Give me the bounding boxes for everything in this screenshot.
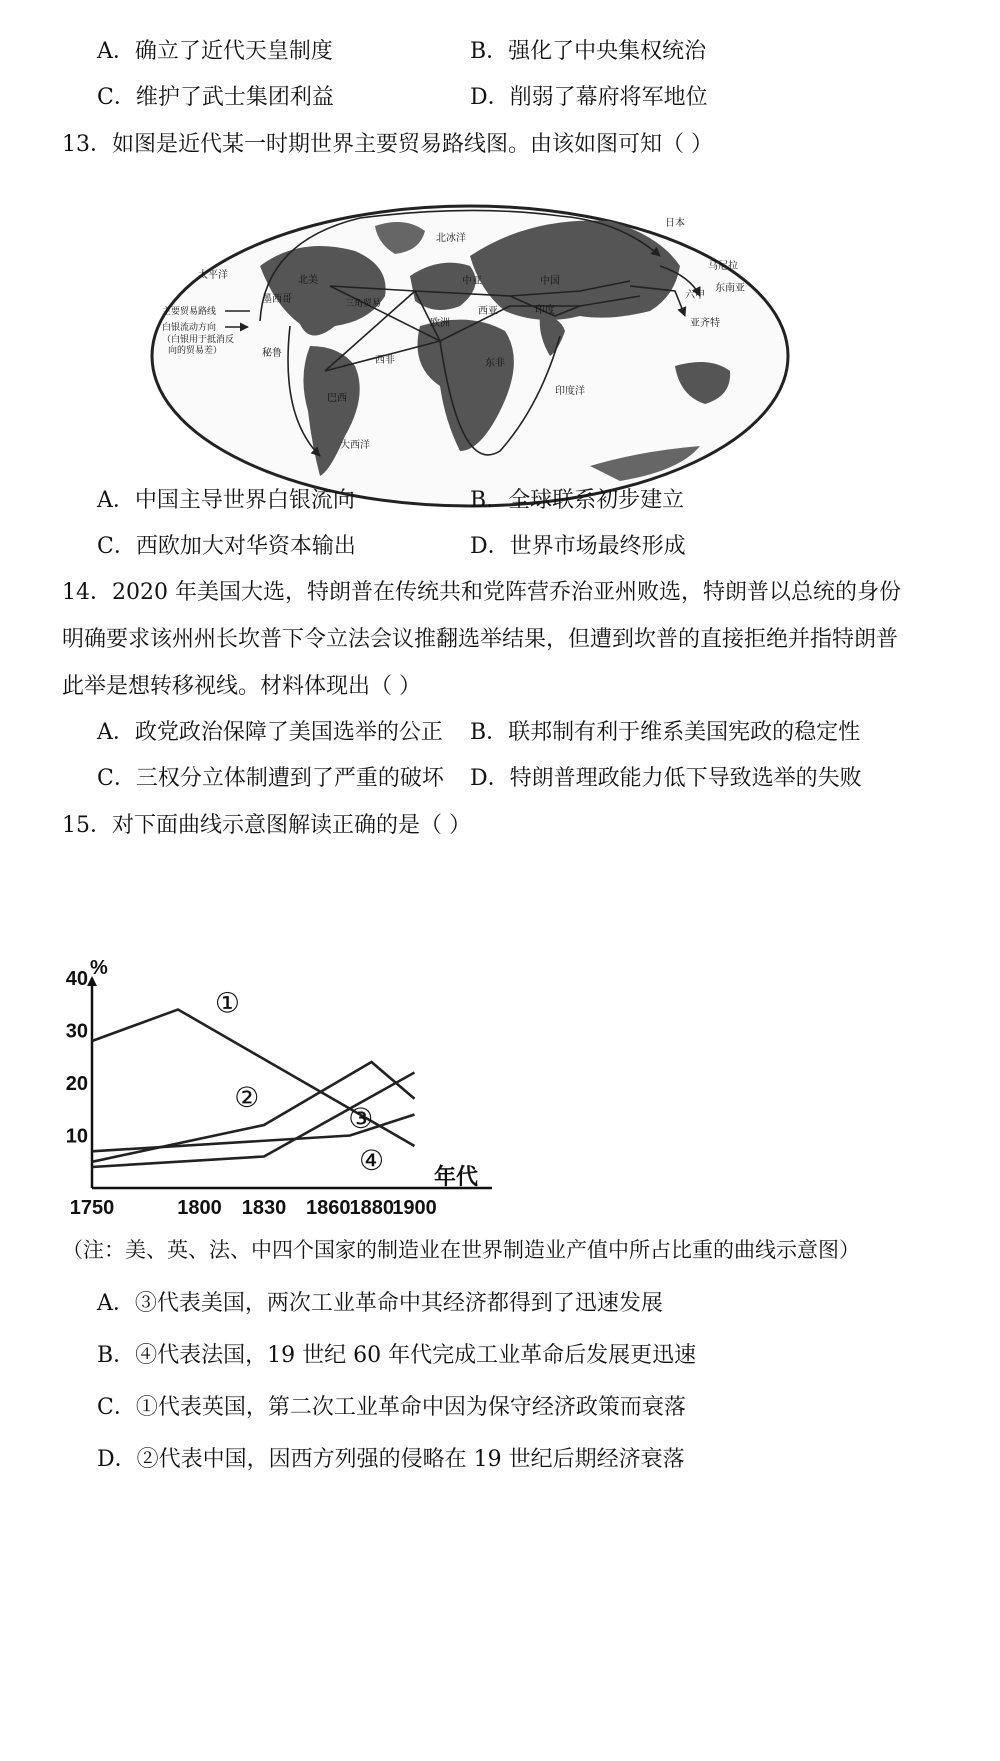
- series-label: ④: [358, 1143, 385, 1177]
- label-india: 印度: [535, 305, 555, 316]
- label-japan: 日本: [665, 218, 685, 229]
- label-west-asia: 西亚: [478, 306, 498, 317]
- option-text: 削弱了幕府将军地位: [509, 85, 708, 110]
- option-text: ②代表中国，因西方列强的侵略在 19 世纪后期经济衰落: [136, 1447, 685, 1472]
- x-tick-label: 1830: [241, 1197, 287, 1219]
- label-se-asia: 东南亚: [715, 283, 745, 294]
- q13-option-c: [97, 536, 356, 558]
- option-text: 确立了近代天皇制度: [134, 39, 333, 64]
- x-tick-label: 1750: [69, 1197, 115, 1219]
- q14-stem-line-2: 明确要求该州州长坎普下令立法会议推翻选举结果，但遭到坎普的直接拒绝并指特朗普: [62, 627, 899, 652]
- option-text: 维护了武士集团利益: [135, 85, 334, 110]
- q15-note: （注：美、英、法、中四个国家的制造业在世界制造业产值中所占比重的曲线示意图）: [62, 1238, 860, 1262]
- q13-option-b: [470, 490, 684, 512]
- q14-option-b: [470, 722, 860, 744]
- option-text: 政党政治保障了美国选举的公正: [134, 720, 443, 745]
- legend-silver-note-1: （白银用于抵消反: [162, 334, 235, 344]
- option-letter: B．: [97, 1343, 136, 1368]
- label-west-africa: 西非: [375, 355, 395, 366]
- legend-silver-flow: 白银流动方向: [162, 322, 217, 332]
- option-letter: D．: [470, 766, 510, 791]
- option-letter: A．: [97, 488, 135, 513]
- label-central-asia: 中亚: [462, 276, 482, 287]
- q13-option-d: [470, 536, 686, 558]
- q12-option-b: [470, 41, 706, 63]
- series-label: ①: [214, 986, 241, 1020]
- y-tick-label: 40: [65, 968, 88, 990]
- label-arctic: 北冰洋: [436, 233, 466, 244]
- label-north-america: 北美: [298, 275, 318, 286]
- label-mexico: 墨西哥: [262, 294, 292, 305]
- option-text: 中国主导世界白银流向: [134, 488, 355, 513]
- x-tick-label: 1800: [177, 1197, 222, 1219]
- option-text: ①代表英国，第二次工业革命中因为保守经济政策而衰落: [135, 1395, 686, 1420]
- y-tick-label: 20: [65, 1073, 88, 1095]
- q12-option-d: [470, 87, 708, 109]
- legend-silver-note-2: 向的贸易差）: [168, 345, 223, 355]
- option-letter: C．: [97, 1395, 136, 1420]
- option-letter: A．: [97, 1291, 135, 1316]
- q15-stem: 15．对下面曲线示意图解读正确的是（ ）: [62, 813, 471, 838]
- series-label: ③: [348, 1101, 374, 1135]
- option-text: 三权分立体制遭到了严重的破坏: [135, 766, 444, 791]
- option-letter: D．: [97, 1447, 137, 1472]
- q15-option-a: [97, 1293, 663, 1315]
- option-letter: C．: [97, 85, 136, 110]
- option-text: 特朗普理政能力低下导致选举的失败: [509, 766, 862, 791]
- x-tick-label: 1860: [306, 1197, 351, 1219]
- option-text: 强化了中央集权统治: [508, 39, 707, 64]
- series-label: ②: [234, 1080, 260, 1114]
- option-letter: C．: [97, 766, 136, 791]
- option-letter: B．: [470, 488, 509, 513]
- label-manila: 马尼拉: [708, 261, 738, 272]
- label-pacific: 太平洋: [198, 270, 228, 281]
- label-europe: 欧洲: [430, 318, 450, 329]
- option-letter: C．: [97, 534, 136, 559]
- option-text: ④代表法国，19 世纪 60 年代完成工业革命后发展更迅速: [135, 1343, 697, 1368]
- trade-route-map: [140, 196, 800, 526]
- q14-stem-line-3: 此举是想转移视线。材料体现出（ ）: [62, 674, 421, 699]
- q12-option-c: [97, 87, 334, 109]
- label-sumatra: 亚齐特: [690, 318, 720, 329]
- q14-option-c: [97, 768, 444, 790]
- q15-option-b: [97, 1345, 696, 1367]
- label-china: 中国: [540, 276, 560, 287]
- q13-option-a: [97, 490, 355, 512]
- q15-option-c: [97, 1397, 686, 1419]
- label-brazil: 巴西: [327, 393, 347, 404]
- option-letter: B．: [470, 720, 509, 745]
- manufacturing-share-chart: [62, 958, 522, 1220]
- option-letter: D．: [470, 534, 510, 559]
- y-tick-label: 30: [65, 1020, 88, 1043]
- option-text: 联邦制有利于维系美国宪政的稳定性: [508, 720, 861, 745]
- q14-option-d: [470, 768, 862, 790]
- x-tick-label: 1900: [392, 1197, 437, 1219]
- x-axis-label: 年代: [434, 1164, 479, 1189]
- option-text: 西欧加大对华资本输出: [135, 534, 356, 559]
- option-letter: A．: [97, 39, 135, 64]
- option-letter: A．: [97, 720, 135, 745]
- x-tick-label: 1880: [349, 1197, 394, 1219]
- q12-option-a: [97, 41, 333, 63]
- label-atlantic: 大西洋: [340, 440, 370, 451]
- label-east-africa: 东非: [485, 358, 505, 369]
- y-axis-label: %: [90, 958, 108, 979]
- q15-option-d: [97, 1449, 685, 1471]
- option-letter: D．: [470, 85, 510, 110]
- q13-stem: 13．如图是近代某一时期世界主要贸易路线图。由该如图可知（ ）: [62, 132, 713, 157]
- y-tick-label: 10: [65, 1125, 88, 1148]
- label-liujia: 六甲: [685, 290, 705, 301]
- chart-layer: [66, 958, 492, 1219]
- q14-option-a: [97, 722, 443, 744]
- label-peru: 秘鲁: [262, 348, 282, 359]
- legend-main-route: 主要贸易路线: [162, 306, 217, 316]
- q14-stem-line-1: 14．2020 年美国大选，特朗普在传统共和党阵营乔治亚州败选，特朗普以总统的身份: [62, 580, 901, 605]
- option-text: ③代表美国，两次工业革命中其经济都得到了迅速发展: [134, 1291, 663, 1316]
- option-text: 世界市场最终形成: [509, 534, 686, 559]
- option-text: 全球联系初步建立: [508, 488, 685, 513]
- label-triangle-trade: 三角贸易: [345, 298, 382, 308]
- option-letter: B．: [470, 39, 509, 64]
- label-indian-ocean: 印度洋: [555, 386, 585, 397]
